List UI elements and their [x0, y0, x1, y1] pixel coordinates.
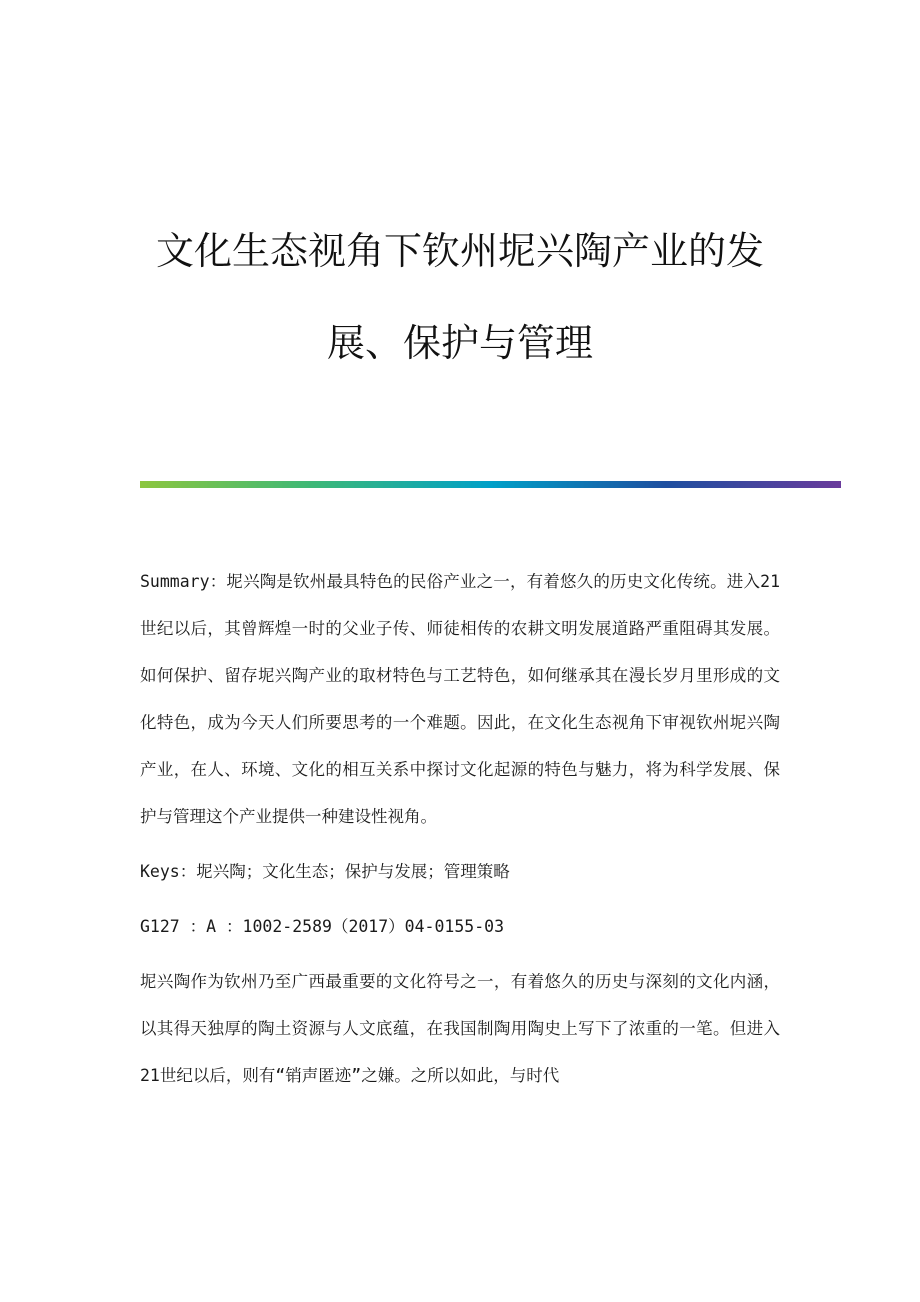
classification-line: G127 ：A ：1002-2589（2017）04-0155-03	[140, 917, 505, 936]
title-line-1: 文化生态视角下钦州坭兴陶产业的发	[155, 229, 764, 273]
keywords-line: Keys：坭兴陶；文化生态；保护与发展；管理策略	[140, 862, 510, 881]
summary-paragraph: Summary：坭兴陶是钦州最具特色的民俗产业之一，有着悠久的历史文化传统。进入21世纪以后，其曾辉煌一时的父业子传、师徒相传的农耕文明发展道路严重阻碍其发展。如何保护、留存坭兴陶产业的取材特色与工艺特色，如何继承其在漫长岁月里形成的文化特色，成为今天人们所要思考的一个难题。因此，在文化生态视角下审视钦州坭兴陶产业，在人、环境、文化的相互关系中探讨文化起源的特色与魅力，将为科学发展、保护与管理这个产业提供一种建设性视角。	[140, 572, 780, 826]
gradient-divider	[140, 481, 841, 488]
document-title	[0, 205, 920, 389]
intro-paragraph: 坭兴陶作为钦州乃至广西最重要的文化符号之一，有着悠久的历史与深刻的文化内涵，以其得天独厚的陶土资源与人文底蕴，在我国制陶用陶史上写下了浓重的一笔。但进入21世纪以后，则有“销声匿迹”之嫌。之所以如此，与时代	[140, 972, 780, 1085]
title-line-2: 展、保护与管理	[326, 321, 593, 365]
document-body	[140, 558, 780, 1099]
